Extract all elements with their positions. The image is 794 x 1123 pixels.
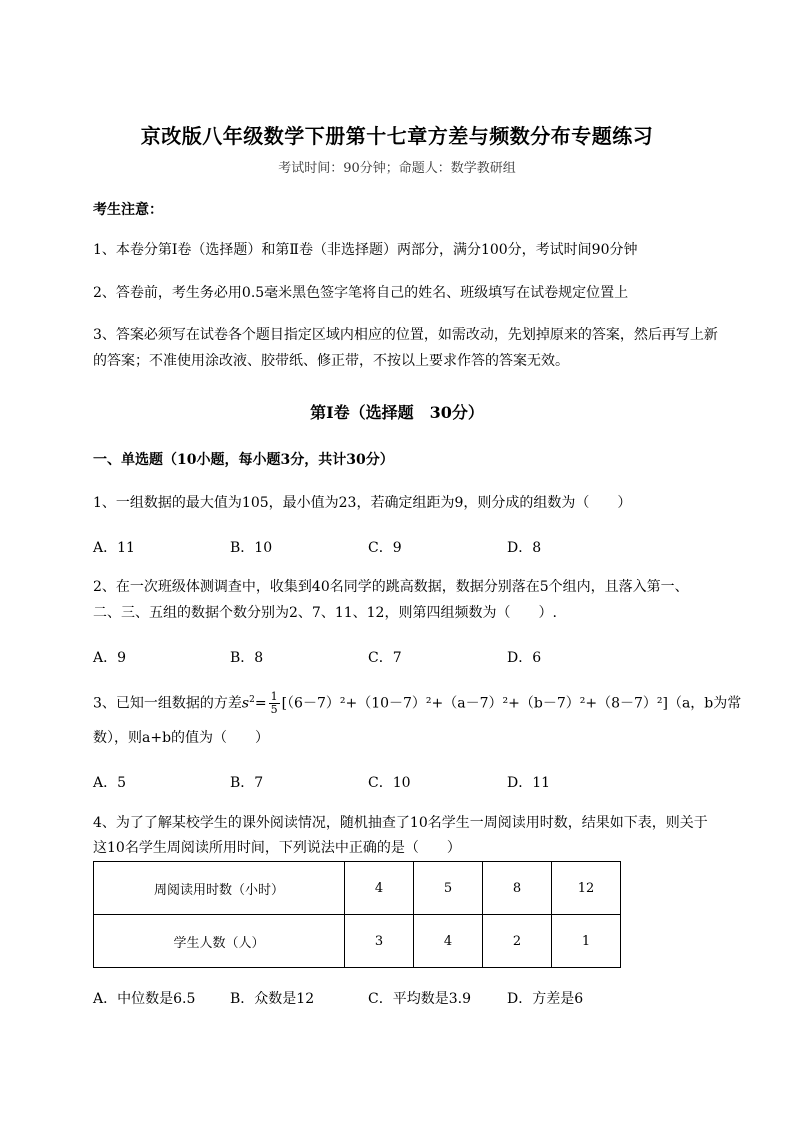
q4-option-d[interactable]: D．方差是6 — [507, 991, 584, 1007]
question-3-line2: 数），则a+b的值为（ ） — [93, 730, 270, 746]
part-heading: 第I卷（选择题 30分） — [310, 403, 484, 422]
q2-option-a[interactable]: A．9 — [93, 650, 127, 666]
q4-option-c[interactable]: C．平均数是3.9 — [368, 991, 471, 1007]
q3-equals: = — [254, 695, 267, 712]
q3-option-c[interactable]: C．10 — [368, 775, 411, 791]
table-cell: 8 — [483, 862, 552, 915]
question-2-line2: 二、三、五组的数据个数分别为2、7、11、12，则第四组频数为（ ）. — [93, 605, 557, 621]
q1-option-d[interactable]: D．8 — [507, 540, 542, 556]
page-title: 京改版八年级数学下册第十七章方差与频数分布专题练习 — [140, 124, 654, 148]
table-cell: 1 — [552, 915, 621, 968]
question-3-line1 — [93, 690, 741, 716]
q3-fraction-denominator: 5 — [270, 703, 278, 717]
table-row-label: 学生人数（人） — [94, 915, 345, 968]
q4-option-b[interactable]: B．众数是12 — [230, 991, 315, 1007]
q4-option-a[interactable]: A．中位数是6.5 — [93, 991, 196, 1007]
notice-heading: 考生注意： — [93, 202, 163, 218]
q2-option-b[interactable]: B．8 — [230, 650, 264, 666]
table-row — [94, 915, 621, 968]
q3-variance-symbol: s — [241, 695, 250, 712]
section-heading: 一、单选题（10小题，每小题3分，共计30分） — [93, 452, 394, 468]
question-4-line2: 这10名学生周阅读所用时间，下列说法中正确的是（ ） — [93, 840, 461, 856]
exam-info: 考试时间：90分钟；命题人：数学教研组 — [278, 161, 516, 176]
table-cell: 4 — [345, 862, 414, 915]
q3-fraction-numerator: 1 — [270, 690, 278, 704]
q3-square: 2 — [249, 695, 255, 705]
question-2-line1: 2、在一次班级体测调查中，收集到40名同学的跳高数据，数据分别落在5个组内，且落入第一、 — [93, 579, 689, 595]
reading-time-table — [93, 861, 621, 968]
q3-expression: [（6－7）²+（10－7）²+（a－7）²+（b－7）²+（8－7）²]（a，b为常 — [281, 695, 742, 712]
table-row — [94, 862, 621, 915]
notice-item-1: 1、本卷分第I卷（选择题）和第Ⅱ卷（非选择题）两部分，满分100分，考试时间90分钟 — [93, 242, 638, 258]
q3-option-d[interactable]: D．11 — [507, 775, 551, 791]
notice-item-3-cont: 的答案；不准使用涂改液、胶带纸、修正带，不按以上要求作答的答案无效。 — [93, 353, 569, 369]
table-cell: 5 — [414, 862, 483, 915]
q3-prefix: 3、已知一组数据的方差 — [93, 695, 242, 712]
table-cell: 2 — [483, 915, 552, 968]
q3-option-b[interactable]: B．7 — [230, 775, 264, 791]
notice-item-3: 3、答案必须写在试卷各个题目指定区域内相应的位置，如需改动，先划掉原来的答案，然后再写上新 — [93, 327, 718, 343]
q2-option-c[interactable]: C．7 — [368, 650, 402, 666]
q3-fraction — [269, 691, 280, 716]
q1-option-c[interactable]: C．9 — [368, 540, 402, 556]
q1-option-a[interactable]: A．11 — [93, 540, 135, 556]
q2-option-d[interactable]: D．6 — [507, 650, 542, 666]
table-cell: 12 — [552, 862, 621, 915]
table-cell: 3 — [345, 915, 414, 968]
question-4-line1: 4、为了了解某校学生的课外阅读情况，随机抽查了10名学生一周阅读用时数，结果如下表，则关于 — [93, 815, 708, 831]
question-1: 1、一组数据的最大值为105，最小值为23，若确定组距为9，则分成的组数为（ ） — [93, 495, 632, 511]
q3-option-a[interactable]: A．5 — [93, 775, 127, 791]
table-row-label: 周阅读用时数（小时） — [94, 862, 345, 915]
table-cell: 4 — [414, 915, 483, 968]
q1-option-b[interactable]: B．10 — [230, 540, 273, 556]
notice-item-2: 2、答卷前，考生务必用0.5毫米黑色签字笔将自己的姓名、班级填写在试卷规定位置上 — [93, 285, 629, 301]
